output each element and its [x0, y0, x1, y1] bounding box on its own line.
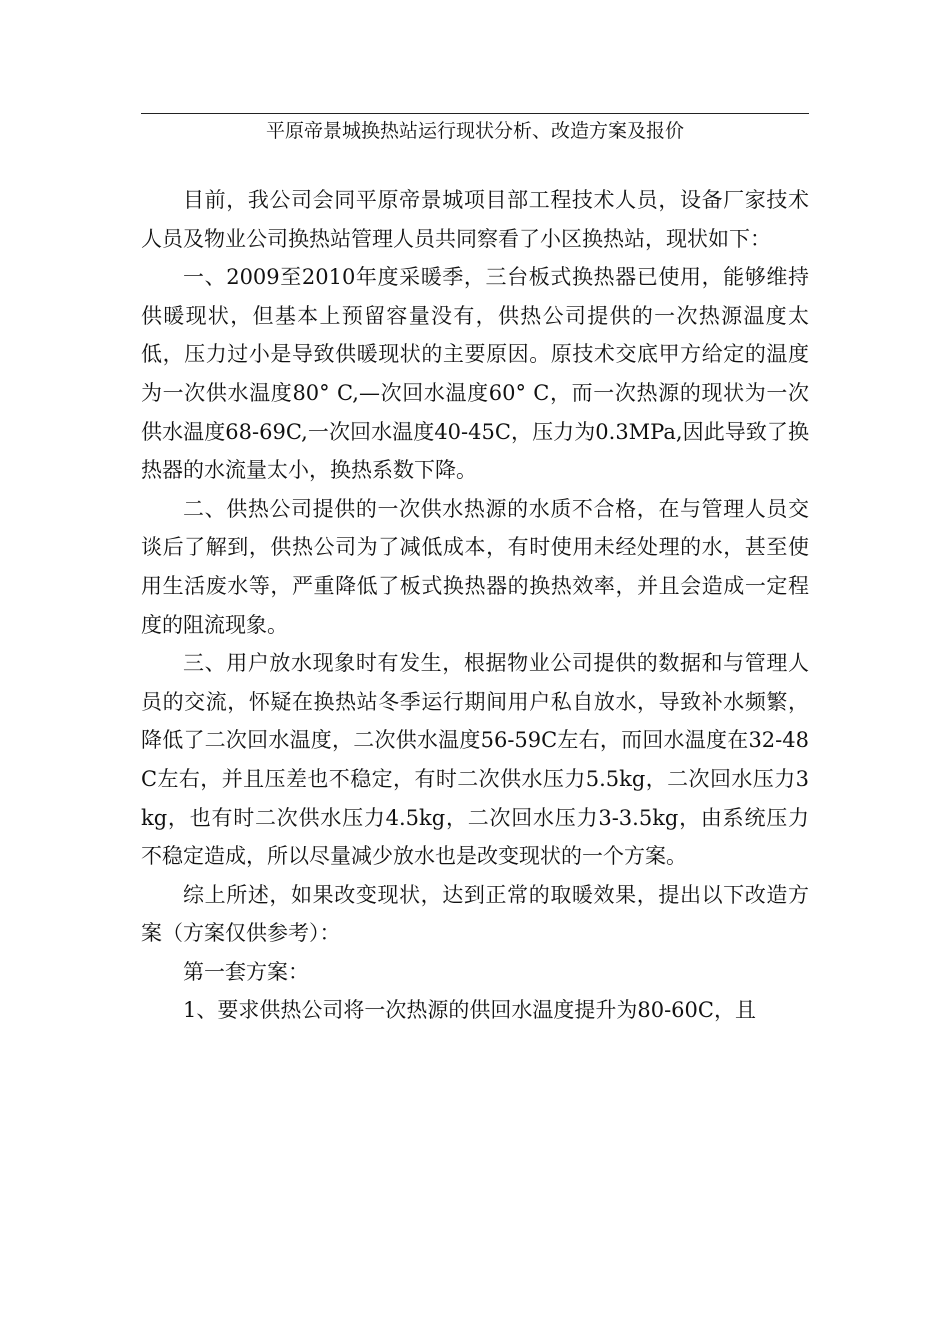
- header-rule: [141, 113, 809, 114]
- paragraph-plan-heading: 第一套方案：: [183, 959, 309, 984]
- paragraph-summary: 综上所述，如果改变现状，达到正常的取暖效果，提出以下改造方案（方案仅供参考）：: [141, 882, 809, 946]
- paragraph-plan-step-1: 1、要求供热公司将一次热源的供回水温度提升为80-60C，且: [183, 998, 756, 1023]
- paragraph-item-1: 一、2009至2010年度采暖季，三台板式换热器已使用，能够维持供暖现状，但基本上预留容量没有，供热公司提供的一次热源温度太低，压力过小是导致供暖现状的主要原因。原技术交底甲方给定的温度为一次供水温度80° C,—次回水温度60° C，而一次热源的现状为一次供水温度68-69C,一次回水温度40-45C，压力为0.3MPa,因此导致了换热器的水流量太小，换热系数下降。: [141, 265, 809, 483]
- paragraph-item-2: 二、供热公司提供的一次供水热源的水质不合格，在与管理人员交谈后了解到，供热公司为了减低成本，有时使用未经处理的水，甚至使用生活废水等，严重降低了板式换热器的换热效率，并且会造成一定程度的阻流现象。: [141, 496, 809, 637]
- document-body: [141, 181, 809, 1030]
- document-title: 平原帝景城换热站运行现状分析、改造方案及报价: [265, 120, 684, 142]
- paragraph-intro: 目前，我公司会同平原帝景城项目部工程技术人员，设备厂家技术人员及物业公司换热站管理人员共同察看了小区换热站，现状如下：: [141, 188, 809, 251]
- paragraph-item-3: 三、用户放水现象时有发生，根据物业公司提供的数据和与管理人员的交流，怀疑在换热站冬季运行期间用户私自放水，导致补水频繁，降低了二次回水温度，二次供水温度56-59C左右，而回水温度在32-48C左右，并且压差也不稳定，有时二次供水压力5.5kg，二次回水压力3kg，也有时二次供水压力4.5kg，二次回水压力3-3.5kg，由系统压力不稳定造成，所以尽量减少放水也是改变现状的一个方案。: [141, 651, 809, 869]
